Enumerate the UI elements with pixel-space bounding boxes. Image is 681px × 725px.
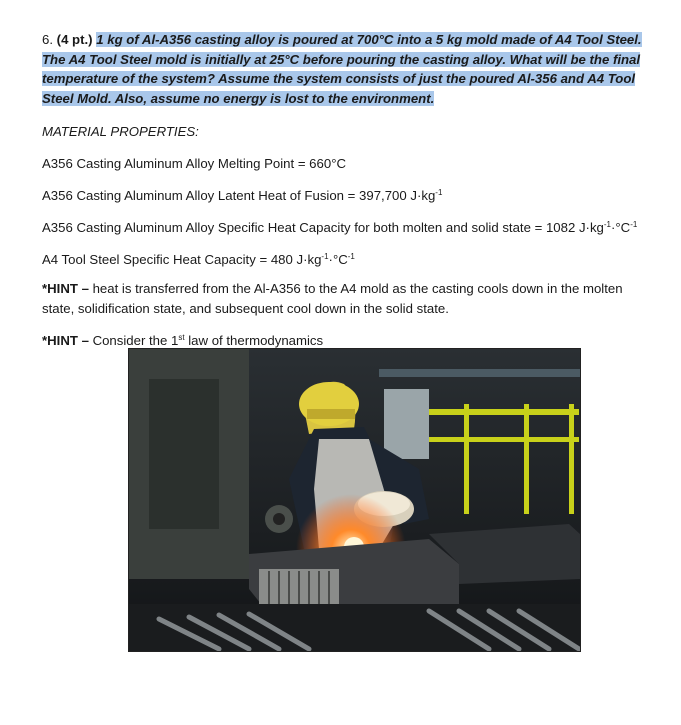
- material-properties-heading: MATERIAL PROPERTIES:: [42, 124, 199, 139]
- question-number: 6.: [42, 32, 53, 47]
- foundry-casting-photo: [128, 348, 581, 652]
- hint-1: [42, 279, 657, 319]
- property-steel-heat: A4 Tool Steel Specific Heat Capacity = 480 $J\cdot kg^{-1}\cdot^\circ C^{-1}$: [42, 252, 355, 267]
- hint-1-label: *HINT –: [42, 281, 89, 296]
- property-latent-heat: A356 Casting Aluminum Alloy Latent Heat of Fusion = 397,700 $J\cdot kg^{-1}$: [42, 188, 443, 203]
- hint-2-label: *HINT –: [42, 333, 89, 348]
- document-page: [42, 30, 657, 351]
- property-melting-point: A356 Casting Aluminum Alloy Melting Point = 660°C: [42, 156, 346, 171]
- question-paragraph: [42, 30, 657, 108]
- question-text[interactable]: 1 kg of Al-A356 casting alloy is poured at 700°C into a 5 kg mold made of A4 Tool Steel. The A4 Tool Steel mold is initially at 25°C before pouring the casting alloy. What will be the final temperature of the system? Assume the system consists of just the poured Al-356 and A4 Tool Steel Mold. Also, assume no energy is lost to the environment.: [42, 32, 642, 106]
- casting-scene-illustration: [129, 349, 580, 651]
- question-points: (4 pt.): [56, 32, 93, 47]
- hint-1-text: heat is transferred from the Al-A356 to the A4 mold as the casting cools down in the molten state, solidification state, and subsequent cool down in the solid state.: [42, 281, 623, 316]
- hint-2: *HINT – Consider the 1st law of thermodynamics: [42, 333, 324, 348]
- property-specific-heat: A356 Casting Aluminum Alloy Specific Heat Capacity for both molten and solid state = 1082 $J\cdot kg^{-1}\cdot^\circ C^{-1}$: [42, 220, 638, 235]
